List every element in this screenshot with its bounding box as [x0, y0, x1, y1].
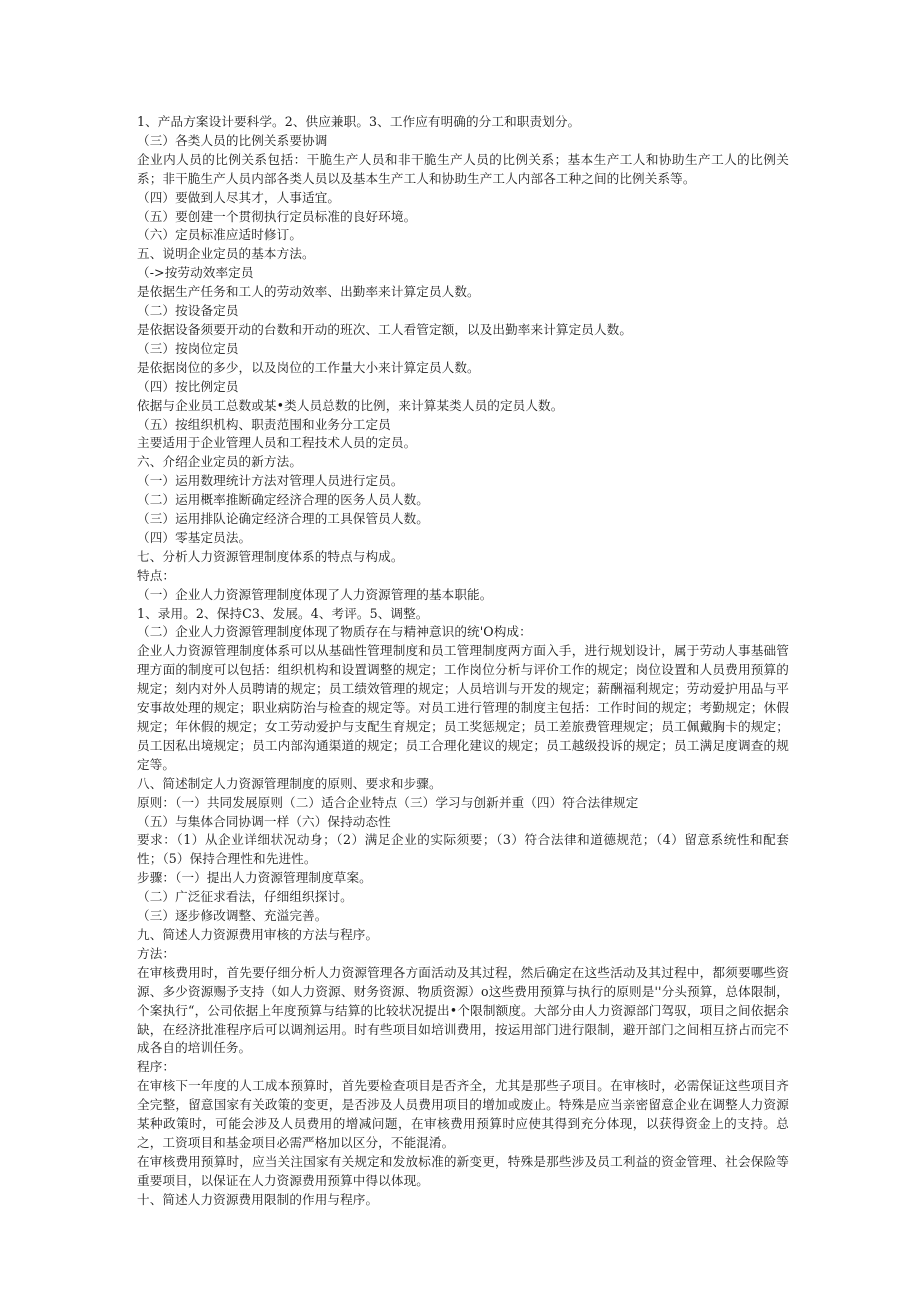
- section-heading: 五、说明企业定员的基本方法。: [137, 246, 315, 262]
- text-line: 原则：（一）共同发展原则（二）适合企业特点（三）学习与创新并重（四）符合法律规定: [137, 794, 639, 810]
- subsection-heading: （二）企业人力资源管理制度体现了物质存在与精神意识的统'O构成：: [137, 624, 532, 640]
- subsection-heading: （->按劳动效率定员: [137, 265, 254, 281]
- paragraph: 要求：（1）从企业详细状况动身；（2）满足企业的实际须要；（3）符合法律和道德规范；（4）留意系统性和配套性；（5）保持合理性和先进性。: [137, 832, 789, 867]
- paragraph: 企业人力资源管理制度体系可以从基础性管理制度和员工管理制度两方面入手，进行规划设计，属于劳动人事基础管理方面的制度可以包括：组织机构和设置调整的规定；工作岗位分析与评价工作的规定；岗位设置和人员费用预算的规定；刻内对外人员聘请的规定；员工绩效管理的规定；人员培训与开发的规定；薪酬福利规定；劳动爱护用品与平安事故处理的规定；职业病防治与检查的规定等。对员工进行管理的制度主包括：工作时间的规定；考勤规定；休假规定；年休假的规定；女工劳动爱护与支配生育规定；员工奖惩规定；员工差旅费管理规定；员工佩戴胸卡的规定；员工因私出境规定；员工内部沟通渠道的规定；员工合理化建议的规定；员工越级投诉的规定；员工满足度调查的规定等。: [137, 643, 789, 772]
- text-line: 程序：: [137, 1059, 176, 1075]
- text-line: （五）要创建一个贯彻执行定员标准的良好环境。: [137, 208, 417, 224]
- subsection-heading: （五）按组织机构、职责范围和业务分工定员: [137, 416, 391, 432]
- paragraph: 是依据设备须要开动的台数和开动的班次、工人看管定额，以及出勤率来计算定员人数。: [137, 321, 633, 337]
- paragraph: 在审核下一年度的人工成本预算时，首先要检查项目是否齐全，尤其是那些子项目。在审核时，必需保证这些项目齐全完整，留意国家有关政策的变更，是否涉及人员费用项目的增加或废止。特殊是应当亲密留意企业在调整人力资源某种政策时，可能会涉及人员费用的增减问题，在审核费用预算时应使其得到充分体现，以获得资金上的支持。总之，工资项目和基金项目必需严格加以区分，不能混淆。: [137, 1078, 789, 1150]
- list-item: （二）运用概率推断确定经济合理的医务人员人数。: [137, 492, 429, 508]
- section-heading: 九、简述人力资源费用审核的方法与程序。: [137, 926, 379, 942]
- text-line: 1、录用。2、保持C3、发展。4、考评。5、调整。: [137, 605, 429, 621]
- section-heading: （三）各类人员的比例关系要协调: [137, 132, 328, 148]
- subsection-heading: （三）按岗位定员: [137, 340, 239, 356]
- list-item: （三）逐步修改调整、充溢完善。: [137, 908, 328, 924]
- list-item: （二）广泛征求看法，仔细组织探讨。: [137, 889, 353, 905]
- text-line: （六）定员标准应适时修订。: [137, 227, 303, 243]
- paragraph: 主要适用于企业管理人员和工程技术人员的定员。: [137, 435, 417, 451]
- subsection-heading: （二）按设备定员: [137, 303, 239, 319]
- list-item: （三）运用排队论确定经济合理的工具保管员人数。: [137, 511, 429, 527]
- paragraph: 在审核费用时，首先要仔细分析人力资源管理各方面活动及其过程，然后确定在这些活动及其过程中，都须要哪些资源、多少资源赐予支持（如人力资源、财务资源、物质资源）o这些费用预算与执行的原则是''分头预算，总体限制，个案执行“，公司依据上年度预算与结算的比较状况提出•个限制额度。大部分由人力资源部门驾驭，项目之间依据余缺，在经济批准程序后可以调剂运用。时有些项目如培训费用，按运用部门进行限制，避开部门之间相互挤占而完不成各自的培训任务。: [137, 964, 789, 1056]
- text-line: （四）要做到人尽其才，人事适宜。: [137, 189, 341, 205]
- paragraph: 是依据生产任务和工人的劳动效率、出勤率来计算定员人数。: [137, 284, 480, 300]
- section-heading: 六、介绍企业定员的新方法。: [137, 454, 303, 470]
- list-item: （一）运用数理统计方法对管理人员进行定员。: [137, 473, 404, 489]
- text-line: 步骤：（一）提出人力资源管理制度草案。: [137, 870, 372, 886]
- list-item: （四）零基定员法。: [137, 529, 252, 545]
- paragraph: 企业内人员的比例关系包括：干脆生产人员和非干脆生产人员的比例关系；基本生产工人和协助生产工人的比例关系；非干脆生产人员内部各类人员以及基本生产工人和协助生产工人内部各工种之间的比例关系等。: [137, 151, 789, 186]
- paragraph: 是依据岗位的多少，以及岗位的工作量大小来计算定员人数。: [137, 359, 480, 375]
- section-heading: 十、简述人力资源费用限制的作用与程序。: [137, 1191, 379, 1207]
- text-line: （五）与集体合同协调一样（六）保持动态性: [137, 813, 391, 829]
- text-line: 特点：: [137, 567, 176, 583]
- paragraph: 依据与企业员工总数或某•类人员总数的比例，来计算某类人员的定员人数。: [137, 397, 564, 413]
- document-body: [137, 113, 789, 1210]
- subsection-heading: （四）按比例定员: [137, 378, 239, 394]
- text-line: 方法：: [137, 945, 176, 961]
- section-heading: 七、分析人力资源管理制度体系的特点与构成。: [137, 548, 404, 564]
- text-line: 1、产品方案设计要科学。2、供应兼职。3、工作应有明确的分工和职责划分。: [137, 114, 581, 129]
- paragraph: 在审核费用预算时，应当关注国家有关规定和发放标准的新变更，特殊是那些涉及员工利益的资金管理、社会保险等重要项目，以保证在人力资源费用预算中得以体现。: [137, 1153, 789, 1188]
- subsection-heading: （一）企业人力资源管理制度体现了人力资源管理的基本职能。: [137, 586, 493, 602]
- section-heading: 八、简述制定人力资源管理制度的原则、要求和步骤。: [137, 775, 442, 791]
